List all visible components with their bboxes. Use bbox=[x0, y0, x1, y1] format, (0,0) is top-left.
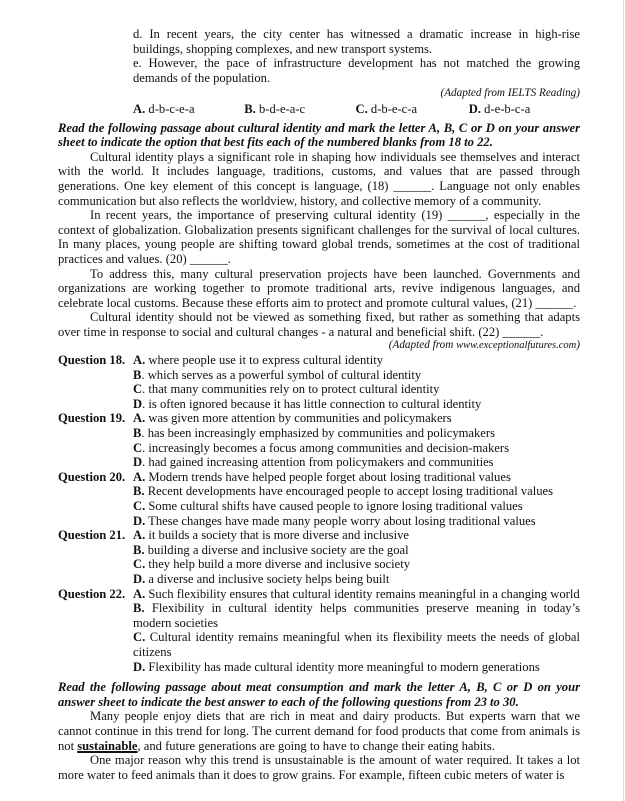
question-21 bbox=[58, 528, 580, 586]
sentence-e: e. However, the pace of infrastructure development has not matched the growing demands of the population. bbox=[133, 56, 580, 85]
option-d[interactable]: D. Flexibility has made cultural identity more meaningful to modern generations bbox=[133, 659, 540, 674]
question-20 bbox=[58, 470, 580, 528]
option-d[interactable]: D. is often ignored because it has little connection to cultural identity bbox=[133, 396, 482, 411]
sentence-d: d. In recent years, the city center has witnessed a dramatic increase in high-rise buildings, shopping complexes, and new transport systems. bbox=[133, 27, 580, 56]
option-c[interactable]: C. Cultural identity remains meaningful when its flexibility meets the needs of global citizens bbox=[133, 630, 580, 659]
meat-paragraph-1: Many people enjoy diets that are rich in meat and dairy products. But experts warn that we cannot continue in this trend for long. The current demand for food products that come from animals is not sustainable, and future generations are going to have to change their eating habits. bbox=[58, 709, 580, 753]
meat-section-instruction: Read the following passage about meat consumption and mark the letter A, B, C or D on your answer sheet to indicate the best answer to each of the following questions from 23 to 30. bbox=[58, 680, 580, 709]
answer-option-b[interactable]: B. b-d-e-a-c bbox=[244, 101, 306, 116]
option-c[interactable]: C. increasingly becomes a focus among communities and decision-makers bbox=[133, 440, 509, 455]
option-b[interactable]: B. has been increasingly emphasized by communities and policymakers bbox=[133, 426, 495, 441]
source-citation-website: (Adapted from www.exceptionalfutures.com) bbox=[388, 339, 580, 352]
meat-paragraph-2: One major reason why this trend is unsustainable is the amount of water required. It takes a lot more water to feed animals than it does to grow grains. For example, fifteen cubic meters of water is bbox=[58, 753, 580, 782]
option-a[interactable]: A. where people use it to express cultural identity bbox=[133, 353, 384, 368]
option-a[interactable]: A. was given more attention by communities and policymakers bbox=[133, 411, 452, 426]
option-b[interactable]: B. Flexibility in cultural identity helps communities preserve meaning in today’s modern societies bbox=[133, 601, 580, 630]
option-b[interactable]: B. Recent developments have encouraged people to accept losing traditional values bbox=[133, 484, 554, 499]
question-18 bbox=[58, 353, 580, 411]
cultural-paragraph-2: In recent years, the importance of preserving cultural identity (19) ______, especially in the context of globalization. Globalization presents significant challenges for the survival of local cultures. In many places, young people are shifting toward global trends, sometimes at the cost of traditional practices and values. (20) ______. bbox=[58, 208, 580, 266]
option-b[interactable]: B. which serves as a powerful symbol of cultural identity bbox=[133, 367, 422, 382]
option-d[interactable]: D. had gained increasing attention from policymakers and communities bbox=[133, 455, 494, 470]
question-22 bbox=[58, 587, 580, 675]
answer-option-d[interactable]: D. d-e-b-c-a bbox=[468, 101, 531, 116]
option-a[interactable]: A. Modern trends have helped people forget about losing traditional values bbox=[133, 469, 511, 484]
answer-option-a[interactable]: A. d-b-c-e-a bbox=[133, 101, 195, 116]
page-edge-divider bbox=[623, 0, 624, 801]
option-d[interactable]: D. These changes have made many people worry about losing traditional values bbox=[133, 513, 536, 528]
ordering-answer-options bbox=[133, 102, 580, 117]
option-b[interactable]: B. building a diverse and inclusive society are the goal bbox=[133, 542, 409, 557]
cultural-paragraph-3: To address this, many cultural preservation projects have been launched. Governments and organizations are working together to promote traditional arts, revive indigenous languages, and celebrate local customs. Because these efforts aim to protect and promote cultural values, (21) ______. bbox=[58, 266, 580, 310]
question-label: Question 18. bbox=[58, 353, 126, 368]
ordering-sentences bbox=[133, 27, 580, 85]
answer-option-c[interactable]: C. d-b-e-c-a bbox=[355, 101, 418, 116]
source-citation-ielts: (Adapted from IELTS Reading) bbox=[440, 87, 580, 100]
keyword-sustainable: sustainable bbox=[77, 738, 138, 753]
option-c[interactable]: C. that many communities rely on to protect cultural identity bbox=[133, 382, 440, 397]
option-c[interactable]: C. they help build a more diverse and inclusive society bbox=[133, 557, 411, 572]
cultural-paragraph-4: Cultural identity should not be viewed as something fixed, but rather as something that adapts over time in response to social and cultural changes - a natural and beneficial shift. (22) ______. bbox=[58, 310, 580, 339]
question-19 bbox=[58, 411, 580, 469]
question-label: Question 19. bbox=[58, 411, 126, 426]
option-a[interactable]: A. Such flexibility ensures that cultural identity remains meaningful in a changing world bbox=[133, 586, 580, 601]
question-label: Question 22. bbox=[58, 586, 126, 601]
exam-page bbox=[58, 27, 580, 782]
cultural-section-instruction: Read the following passage about cultural identity and mark the letter A, B, C or D on your answer sheet to indicate the option that best fits each of the numbered blanks from 18 to 22. bbox=[58, 120, 580, 150]
question-label: Question 20. bbox=[58, 469, 126, 484]
option-c[interactable]: C. Some cultural shifts have caused people to ignore losing traditional values bbox=[133, 499, 523, 513]
option-d[interactable]: D. a diverse and inclusive society helps being built bbox=[133, 571, 390, 586]
option-a[interactable]: A. it builds a society that is more diverse and inclusive bbox=[133, 528, 409, 543]
cultural-paragraph-1: Cultural identity plays a significant role in shaping how individuals see themselves and interact with the world. It includes language, traditions, customs, and values that are passed through generations. One key element of this concept is language, (18) ______. Language not only enables communication but also reflects the worldview, history, and collective memory of a community. bbox=[58, 149, 580, 208]
question-label: Question 21. bbox=[58, 528, 126, 543]
